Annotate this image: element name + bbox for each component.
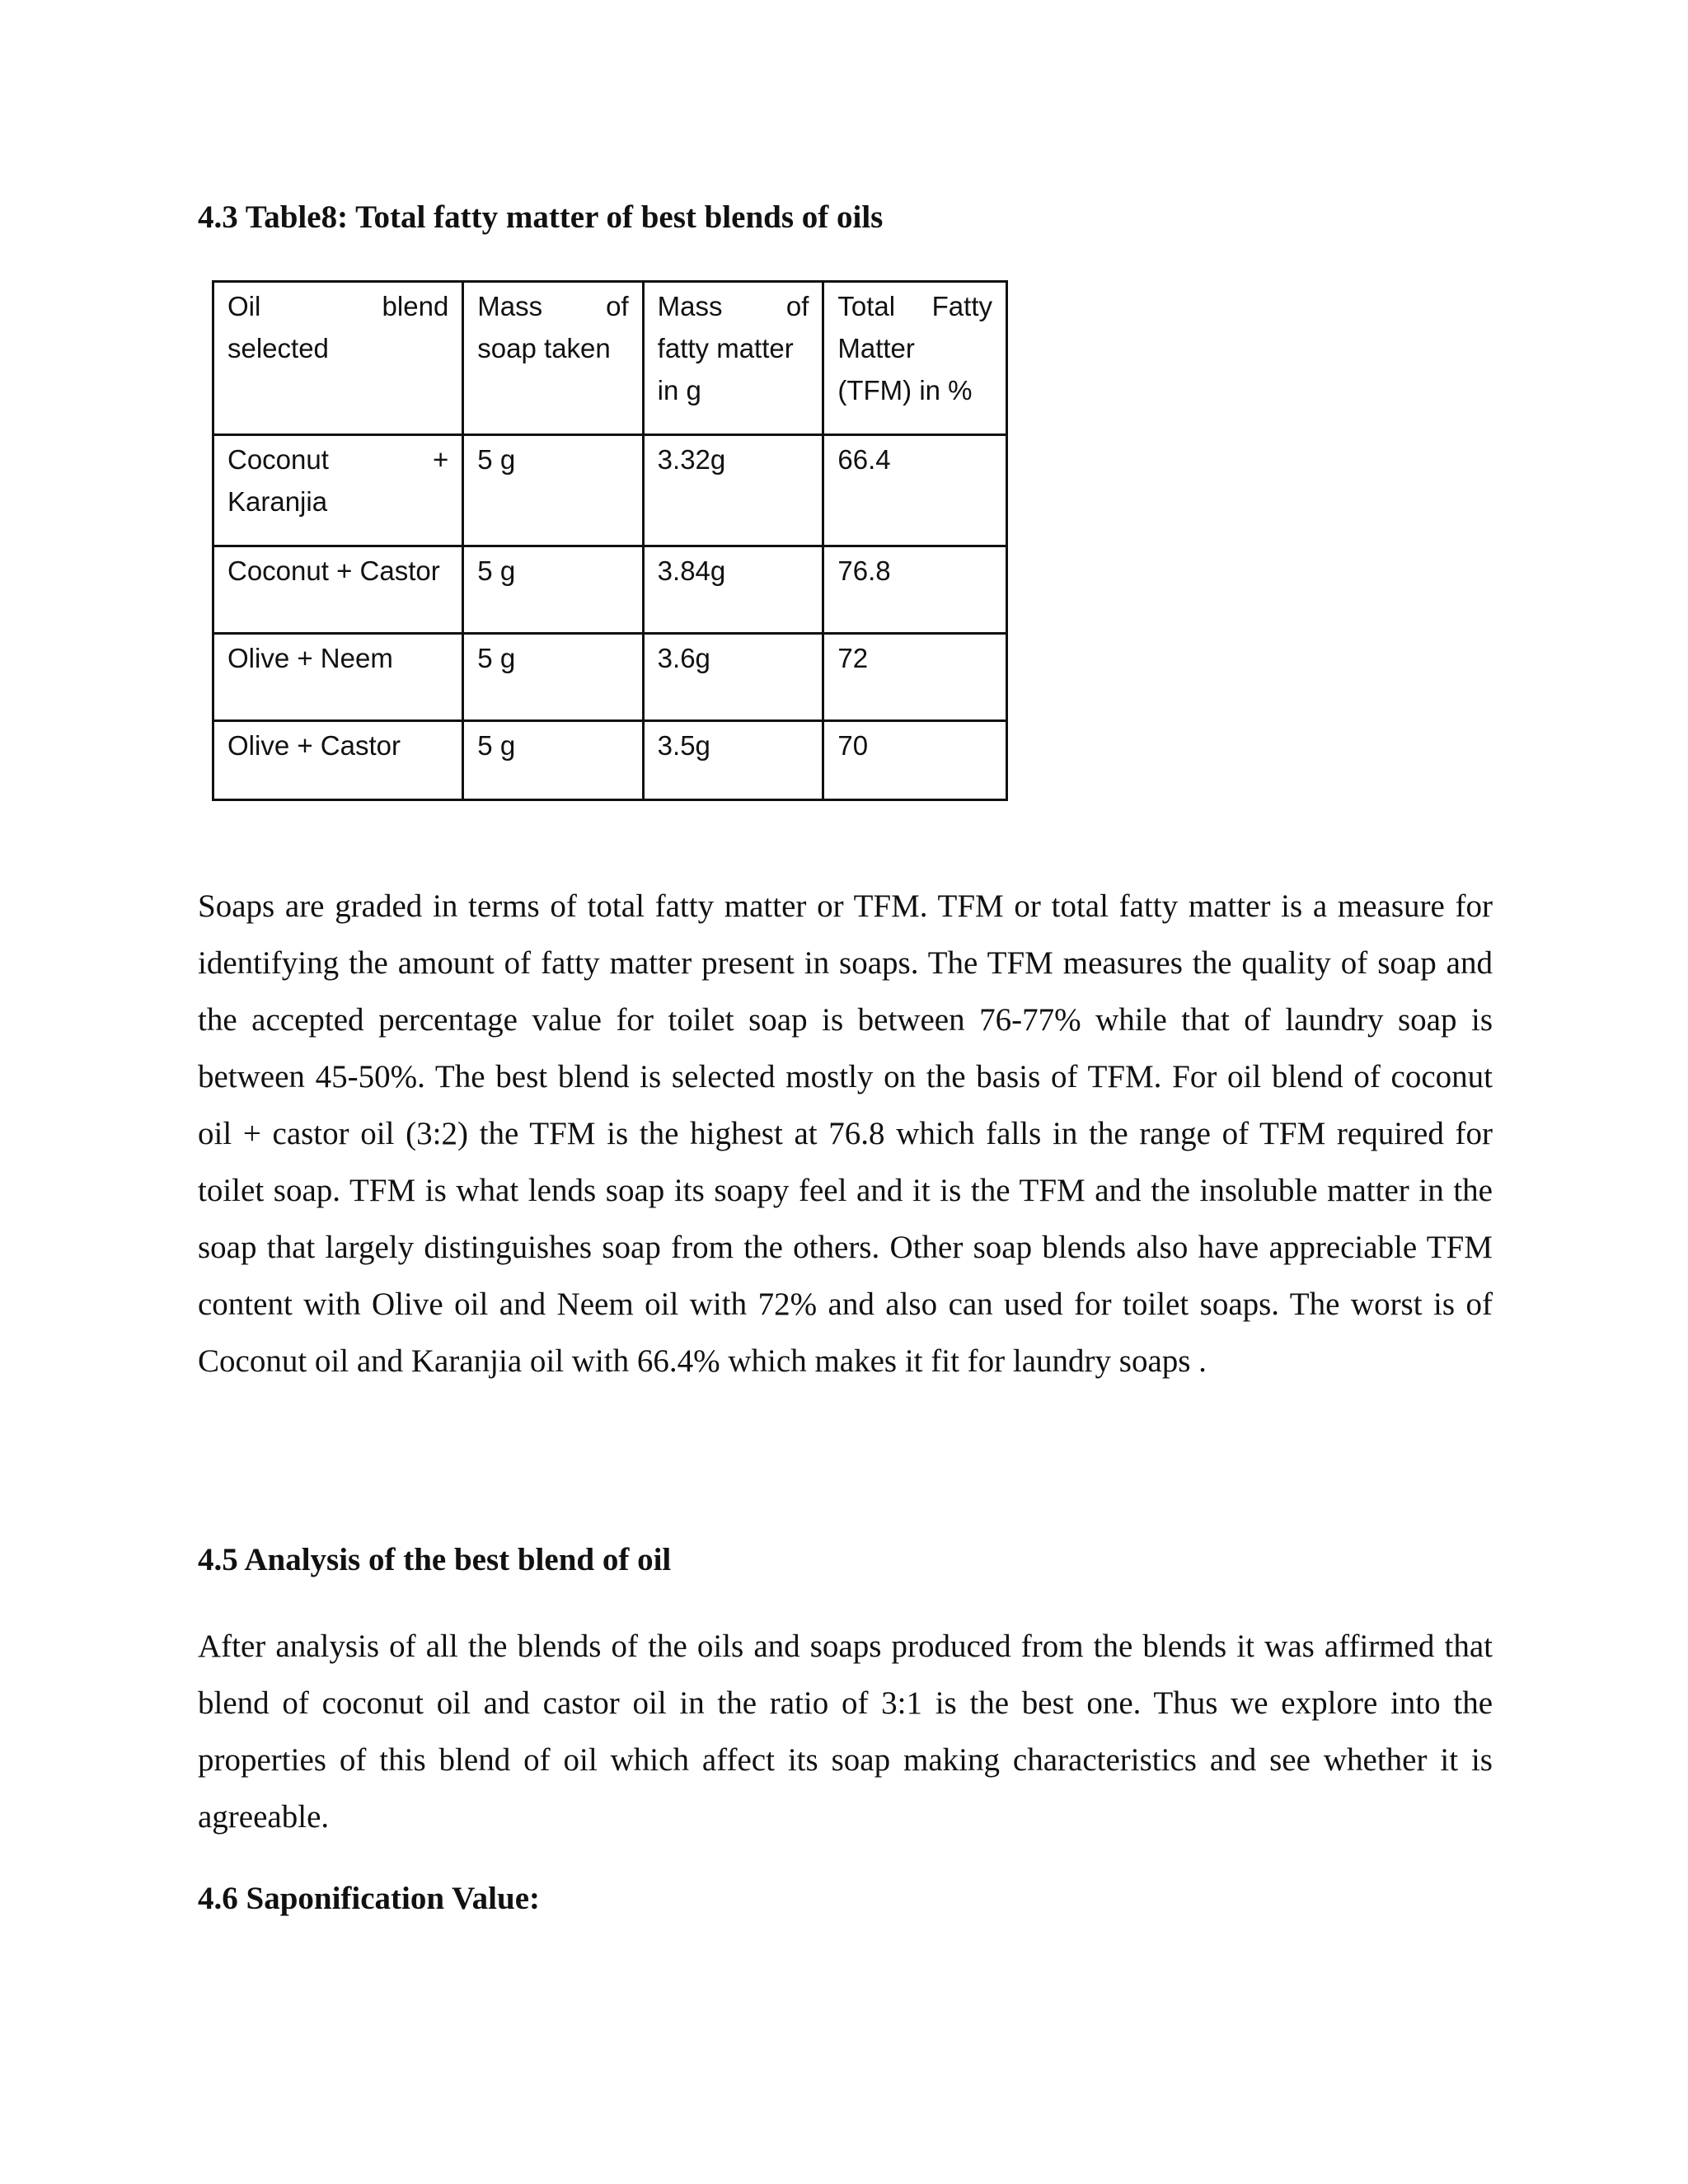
- cell-blend: Coconut + Castor: [213, 546, 463, 634]
- cell-blend: Coconut + Karanjia: [213, 435, 463, 546]
- cell-tfm: 72: [823, 634, 1007, 721]
- section-heading-4-3: [198, 198, 883, 237]
- section-heading-4-6: 4.6 Saponification Value:: [198, 1881, 541, 1916]
- cell-soap-mass: 5 g: [463, 721, 643, 800]
- cell-blend: Olive + Neem: [213, 634, 463, 721]
- header-oil-blend: Oil blend selected: [213, 282, 463, 435]
- tfm-discussion-paragraph: Soaps are graded in terms of total fatty matter or TFM. TFM or total fatty matter is a measure for identifying the amount of fatty matter present in soaps. The TFM measures the quality of soap and the accepted percentage value for toilet soap is between 76-77% while that of laundry soap is between 45-50%. The best blend is selected mostly on the basis of TFM. For oil blend of coconut oil + castor oil (3:2) the TFM is the highest at 76.8 which falls in the range of TFM required for toilet soap. TFM is what lends soap its soapy feel and it is the TFM and the insoluble matter in the soap that largely distinguishes soap from the others. Other soap blends also have appreciable TFM content with Olive oil and Neem oil with 72% and also can used for toilet soaps. The worst is of Coconut oil and Karanjia oil with 66.4% which makes it fit for laundry soaps .: [198, 888, 1493, 1379]
- table-title: Total fatty matter of best blends of oils: [355, 199, 884, 235]
- table-row: [213, 435, 1007, 546]
- table-row: [213, 546, 1007, 634]
- cell-soap-mass: 5 g: [463, 634, 643, 721]
- cell-soap-mass: 5 g: [463, 435, 643, 546]
- cell-tfm: 76.8: [823, 546, 1007, 634]
- cell-tfm: 66.4: [823, 435, 1007, 546]
- cell-soap-mass: 5 g: [463, 546, 643, 634]
- tfm-table: [212, 280, 1008, 801]
- table-row: [213, 721, 1007, 800]
- cell-blend: Olive + Castor: [213, 721, 463, 800]
- cell-fatty-mass: 3.5g: [643, 721, 823, 800]
- header-mass-soap: Mass of soap taken: [463, 282, 643, 435]
- best-blend-analysis-paragraph: After analysis of all the blends of the oils and soaps produced from the blends it was affirmed that blend of coconut oil and castor oil in the ratio of 3:1 is the best one. Thus we explore into the properties of this blend of oil which affect its soap making characteristics and see whether it is agreeable.: [198, 1629, 1493, 1835]
- table-reference: Table8:: [237, 199, 356, 235]
- table-row: [213, 634, 1007, 721]
- table-header-row: [213, 282, 1007, 435]
- header-tfm: Total Fatty Matter (TFM) in %: [823, 282, 1007, 435]
- header-mass-fatty-matter: Mass of fatty matter in g: [643, 282, 823, 435]
- cell-fatty-mass: 3.32g: [643, 435, 823, 546]
- cell-fatty-mass: 3.6g: [643, 634, 823, 721]
- cell-tfm: 70: [823, 721, 1007, 800]
- section-heading-4-5: 4.5 Analysis of the best blend of oil: [198, 1542, 672, 1577]
- cell-fatty-mass: 3.84g: [643, 546, 823, 634]
- section-number: 4.3: [198, 199, 238, 235]
